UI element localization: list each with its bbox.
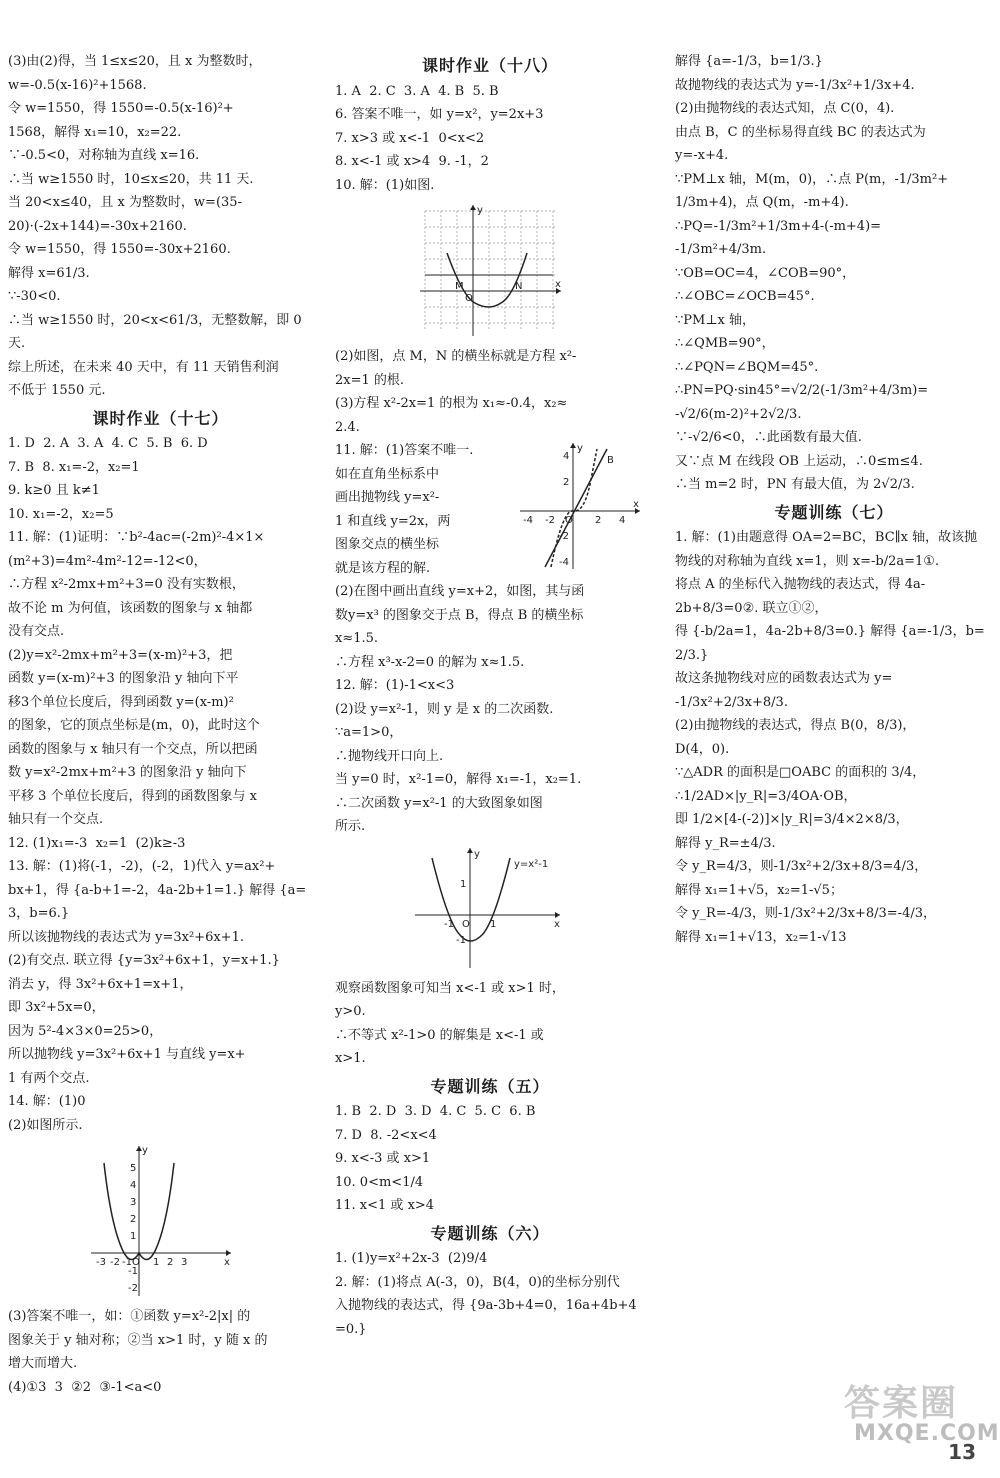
figure-q12-graph <box>410 843 570 973</box>
text-line: 由点 B，C 的坐标易得直线 BC 的表达式为 <box>675 124 926 140</box>
fig14-tick-m3: -3 <box>95 1257 106 1268</box>
text-line: (2)在图中画出直线 y=x+2，如图，其与函 <box>335 584 585 599</box>
fig11-tick-xm4: -4 <box>523 515 533 526</box>
fig10-label-x: x <box>555 279 561 290</box>
text-line: 9. k≥0 且 k≠1 <box>8 483 100 498</box>
text-line: 11. 解：(1)答案不唯一. <box>335 443 474 458</box>
text-line: 入抛物线的表达式，得 {9a-3b+4=0，16a+4b+4=0.} <box>335 1298 637 1337</box>
text-line: 如在直角坐标系中 <box>335 466 440 482</box>
text-line: 2. 解：(1)将点 A(-3，0)，B(4，0)的坐标分别代 <box>335 1274 620 1290</box>
text-line: 将点 A 的坐标代入抛物线的表达式，得 4a- <box>675 577 926 592</box>
fig14-tick-2: 2 <box>129 1214 136 1225</box>
text-line: 20)·(-2x+144)=-30x+2160. <box>8 218 187 234</box>
text-line: 故这条抛物线对应的函数表达式为 y= <box>675 671 893 686</box>
text-line: 解得 x=61/3. <box>8 265 90 281</box>
text-line: ∴PQ=-1/3m²+1/3m+4-(-m+4)= <box>675 218 882 234</box>
fig14-tick-p3: 3 <box>180 1257 187 1268</box>
text-line: -1/3m²+4/3m. <box>675 242 767 257</box>
text-line: ∴∠QMB=90°， <box>675 336 775 351</box>
text-line: 图象交点的横坐标 <box>335 537 440 552</box>
col1-block-c <box>8 1305 313 1399</box>
text-line: 图象关于 y 轴对称；②当 x>1 时，y 随 x 的 <box>8 1332 268 1348</box>
fig11-tick-ym2: -2 <box>559 531 569 542</box>
text-line: 令 y_R=-4/3，则-1/3x²+2/3x+8/3=-4/3， <box>675 906 936 921</box>
column-left <box>8 50 313 1399</box>
text-line: 2b+8/3=0②. 联立①②， <box>675 600 828 616</box>
fig14-tick-p1: 1 <box>152 1257 159 1268</box>
col1-block-a <box>8 50 313 403</box>
text-line: ∵-√2/6<0，∴此函数有最大值. <box>675 430 862 445</box>
fig14-origin: O <box>131 1257 140 1268</box>
fig14-tick-1: 1 <box>129 1231 136 1242</box>
text-line: ∵△ADR 的面积是□OABC 的面积的 3/4， <box>675 765 926 780</box>
text-line: 故抛物线的表达式为 y=-1/3x²+1/3x+4. <box>675 77 915 93</box>
text-line: x≈1.5. <box>335 631 379 646</box>
text-line: 令 y_R=4/3，则-1/3x²+2/3x+8/3=4/3， <box>675 859 928 874</box>
text-line: 令 w=1550，得 1550=-30x+2160. <box>8 242 231 257</box>
text-line: 7. D 8. -2<x<4 <box>335 1127 437 1143</box>
text-line: 数y=x³ 的图象交于点 B，得点 B 的横坐标 <box>335 607 584 623</box>
col2-block-e <box>335 977 645 1071</box>
text-line: 综上所述，在未来 40 天中，有 11 天销售利润 <box>8 359 279 375</box>
fig11-tick-y2: 2 <box>563 477 570 488</box>
text-line: 8. x<-1 或 x>4 9. -1，2 <box>335 154 489 169</box>
text-line: ∴方程 x²-2mx+m²+3=0 没有实数根， <box>8 577 245 592</box>
text-line: 7. x>3 或 x<-1 0<x<2 <box>335 130 485 146</box>
text-line: 故不论 m 为何值，该函数的图象与 x 轴都 <box>8 600 253 616</box>
fig11-tick-x4: 4 <box>619 515 626 526</box>
text-line: (3)由(2)得，当 1≤x≤20，且 x 为整数时， <box>8 54 262 69</box>
heading-topic-5: 专题训练（五） <box>430 1076 550 1096</box>
text-line: 7. B 8. x₁=-2，x₂=1 <box>8 459 140 475</box>
text-line: 1. (1)y=x²+2x-3 (2)9/4 <box>335 1251 488 1266</box>
fig10-label-M: M <box>455 281 464 292</box>
heading-topic-7: 专题训练（七） <box>774 502 894 522</box>
text-line: 1568，解得 x₁=10，x₂=22. <box>8 124 182 140</box>
text-line: 轴只有一个交点. <box>8 812 104 827</box>
text-line: (2)如图，点 M，N 的横坐标就是方程 x²- <box>335 349 577 364</box>
text-line: D(4，0). <box>675 741 730 757</box>
column-middle <box>335 50 645 1341</box>
text-line: 即 3x²+5x=0， <box>8 1000 105 1015</box>
text-line: ∵-30<0. <box>8 289 61 304</box>
fig12-label-y: y <box>474 848 480 860</box>
text-line: (2)y=x²-2mx+m²+3=(x-m)²+3，把 <box>8 647 233 663</box>
col2-block-f <box>335 1100 645 1218</box>
col3-block-a <box>675 50 993 497</box>
text-line: ∴当 w≥1550 时，10≤x≤20，共 11 天. <box>8 171 254 187</box>
fig14-tick-ym1: -1 <box>127 1266 138 1277</box>
text-line: ∴∠PQN=∠BQM=45°. <box>675 359 819 375</box>
text-line: 10. 解：(1)如图. <box>335 177 435 193</box>
text-line: ∴PN=PQ·sin45°=√2/2(-1/3m²+4/3m)= <box>675 383 929 398</box>
text-line: 1 有两个交点. <box>8 1070 90 1086</box>
fig12-tick-y1: 1 <box>460 878 467 890</box>
text-line: 11. x<1 或 x>4 <box>335 1198 435 1213</box>
text-line: 1/3m+4)，点 Q(m，-m+4). <box>675 195 849 210</box>
text-line: bx+1，得 {a-b+1=-2，4a-2b+1=1.} 解得 {a=3，b=6.} <box>8 882 307 921</box>
heading-topic-6: 专题训练（六） <box>430 1223 550 1243</box>
text-line: ∵OB=OC=4，∠COB=90°， <box>675 265 856 281</box>
text-line: 画出抛物线 y=x²- <box>335 490 440 505</box>
heading-lesson-17: 课时作业（十七） <box>92 408 229 428</box>
fig11-tick-x2: 2 <box>595 515 602 526</box>
text-line: 13. 解：(1)将(-1，-2)，(-2，1)代入 y=ax²+ <box>8 859 276 874</box>
text-line: (2)由抛物线的表达式知，点 C(0，4). <box>675 101 895 116</box>
fig14-label-y: y <box>141 1145 148 1156</box>
col3-block-b <box>675 526 993 949</box>
text-line: (m²+3)=4m²-4m²-12=-12<0， <box>8 553 207 569</box>
text-line: 所以该抛物线的表达式为 y=3x²+6x+1. <box>8 929 244 945</box>
text-line: 1. A 2. C 3. A 4. B 5. B <box>335 83 499 99</box>
text-line: 因为 5²-4×3×0=25>0， <box>8 1023 163 1039</box>
fig11-label-B: B <box>607 455 614 466</box>
text-line: 令 w=1550，得 1550=-0.5(x-16)²+ <box>8 101 234 116</box>
text-line: 数 y=x²-2mx+m²+3 的图象沿 y 轴向下 <box>8 765 247 780</box>
col1-block-b <box>8 432 313 1137</box>
text-line: 6. 答案不唯一，如 y=x²，y=2x+3 <box>335 107 544 122</box>
text-line: (3)答案不唯一，如：①函数 y=x²-2|x| 的 <box>8 1309 251 1324</box>
col2-block-d <box>335 580 645 839</box>
text-line: 10. x₁=-2，x₂=5 <box>8 506 114 522</box>
text-line: 9. x<-3 或 x>1 <box>335 1151 431 1166</box>
fig10-label-O: O <box>465 293 473 304</box>
text-line: 解得 x₁=1+√13，x₂=1-√13 <box>675 929 847 945</box>
text-line: 观察函数图象可知当 x<-1 或 x>1 时， <box>335 980 565 996</box>
text-line: 解得 y_R=±4/3. <box>675 835 776 851</box>
text-line: 得 {-b/2a=1，4a-2b+8/3=0.} 解得 {a=-1/3，b=2/3.} <box>675 624 985 663</box>
text-line: (2)设 y=x²-1，则 y 是 x 的二次函数. <box>335 701 554 717</box>
text-line: 物线的对称轴为直线 x=1，则 x=-b/2a=1①. <box>675 553 940 569</box>
text-line: -√2/6(m-2)²+2√2/3. <box>675 406 802 422</box>
text-line: 10. 0<m<1/4 <box>335 1174 424 1190</box>
text-line: 当 y=0 时，x²-1=0，解得 x₁=-1，x₂=1. <box>335 772 582 787</box>
text-line: ∴当 w≥1550 时，20<x<61/3，无整数解，即 0 天. <box>8 312 306 351</box>
fig11-tick-xm2: -2 <box>545 515 555 526</box>
text-line: 14. 解：(1)0 <box>8 1094 86 1109</box>
column-right <box>675 50 993 949</box>
col2-block-a <box>335 80 645 198</box>
text-line: 就是该方程的解. <box>335 560 431 576</box>
text-line: ∴抛物线开口向上. <box>335 748 444 764</box>
text-line: ∵PM⊥x 轴，M(m，0)，∴点 P(m，-1/3m²+ <box>675 171 949 187</box>
fig10-label-y: y <box>477 205 483 216</box>
fig12-origin: O <box>462 918 470 930</box>
text-line: (3)方程 x²-2x=1 的根为 x₁≈-0.4，x₂≈ <box>335 396 568 411</box>
fig12-tick-x1: 1 <box>490 918 497 930</box>
text-line: 消去 y，得 3x²+6x+1=x+1， <box>8 976 193 992</box>
text-line: 即 1/2×[4-(-2)]×|y_R|=3/4×2×8/3， <box>675 812 909 827</box>
text-line: 2x=1 的根. <box>335 372 405 388</box>
text-line: -1/3x²+2/3x+8/3. <box>675 694 788 710</box>
figure-q14-graph <box>86 1141 236 1301</box>
text-line: (2)如图所示. <box>8 1117 83 1133</box>
text-line: 1. D 2. A 3. A 4. C 5. B 6. D <box>8 436 208 451</box>
text-line: 1. 解：(1)由题意得 OA=2=BC，BC∥x 轴，故该抛 <box>675 530 978 545</box>
text-line: 增大而增大. <box>8 1356 78 1371</box>
watermark-text: 答案圈 <box>844 1383 959 1424</box>
text-line: 函数的图象与 x 轴只有一个交点，所以把函 <box>8 741 258 757</box>
text-line: 函数 y=(x-m)²+3 的图象沿 y 轴向下平 <box>8 671 239 686</box>
text-line: 解得 {a=-1/3，b=1/3.} <box>675 54 823 69</box>
text-line: 1 和直线 y=2x，两 <box>335 513 451 529</box>
text-line: (2)由抛物线的表达式，得点 B(0，8/3)， <box>675 718 916 733</box>
fig12-curve-label: y=x²-1 <box>514 858 549 870</box>
text-line: ∴不等式 x²-1>0 的解集是 x<-1 或 <box>335 1027 544 1043</box>
fig14-tick-m1: -1 <box>121 1257 132 1268</box>
text-line: 12. (1)x₁=-3 x₂=1 (2)k≥-3 <box>8 835 186 851</box>
text-line: 没有交点. <box>8 624 65 639</box>
fig14-tick-5: 5 <box>129 1163 136 1174</box>
text-line: 又∵点 M 在线段 OB 上运动，∴0≤m≤4. <box>675 453 923 469</box>
fig11-origin: O <box>565 515 573 526</box>
text-line: ∴当 m=2 时，PN 有最大值，为 2√2/3. <box>675 477 915 492</box>
fig14-tick-m2: -2 <box>109 1257 120 1268</box>
col2-block-g <box>335 1247 645 1341</box>
text-line: 移3个单位长度后，得到函数 y=(x-m)² <box>8 694 234 710</box>
figure-q10-grid-graph <box>415 201 565 341</box>
text-line: ∵-0.5<0，对称轴为直线 x=16. <box>8 148 200 163</box>
text-line: 2.4. <box>335 419 360 435</box>
text-line: ∴∠OBC=∠OCB=45°. <box>675 289 815 304</box>
text-line: ∴方程 x³-x-2=0 的解为 x≈1.5. <box>335 654 525 670</box>
text-line: 平移 3 个单位长度后，得到的函数图象与 x <box>8 788 257 804</box>
text-line: y=-x+4. <box>675 148 729 163</box>
page-number: 13 <box>948 1440 976 1464</box>
fig11-tick-y4: 4 <box>563 451 570 462</box>
text-line: 不低于 1550 元. <box>8 383 106 398</box>
fig11-label-y: y <box>577 443 583 454</box>
text-line: y>0. <box>335 1004 366 1019</box>
figure-q11-graph <box>515 439 645 574</box>
text-line: 当 20<x≤40，且 x 为整数时，w=(35- <box>8 195 242 210</box>
fig14-label-x: x <box>223 1257 230 1268</box>
text-line: 11. 解：(1)证明：∵b²-4ac=(-2m)²-4×1× <box>8 530 265 545</box>
col2-block-b <box>335 345 645 439</box>
fig12-tick-xm1: -1 <box>444 918 454 930</box>
fig12-label-x: x <box>554 918 560 930</box>
fig11-label-x: x <box>633 499 639 510</box>
text-line: ∴二次函数 y=x²-1 的大致图象如图 <box>335 795 543 811</box>
text-line: 的图象，它的顶点坐标是(m，0)，此时这个 <box>8 718 260 733</box>
fig14-tick-3: 3 <box>129 1197 136 1208</box>
fig14-tick-p2: 2 <box>166 1257 173 1268</box>
fig14-tick-4: 4 <box>129 1180 136 1191</box>
text-line: 所以抛物线 y=3x²+6x+1 与直线 y=x+ <box>8 1047 246 1062</box>
heading-lesson-18: 课时作业（十八） <box>421 56 558 75</box>
text-line: x>1. <box>335 1051 366 1066</box>
fig12-tick-ym1: -1 <box>456 934 466 946</box>
fig11-tick-ym4: -4 <box>559 557 569 568</box>
text-line: ∵a=1>0， <box>335 725 403 740</box>
fig10-label-N: N <box>515 281 523 292</box>
text-line: (2)有交点. 联立得 {y=3x²+6x+1，y=x+1.} <box>8 953 280 968</box>
text-line: ∵PM⊥x 轴， <box>675 312 756 328</box>
text-line: 解得 x₁=1+√5，x₂=1-√5； <box>675 882 843 898</box>
watermark-url: MXQE.COM <box>854 1421 1000 1446</box>
text-line: (4)①3 3 ②2 ③-1<a<0 <box>8 1379 162 1395</box>
text-line: 12. 解：(1)-1<x<3 <box>335 678 455 693</box>
text-line: ∴1/2AD×|y_R|=3/4OA·OB， <box>675 788 857 804</box>
fig14-tick-ym2: -2 <box>127 1283 138 1294</box>
text-line: w=-0.5(x-16)²+1568. <box>8 77 147 93</box>
text-line: 所示. <box>335 819 366 834</box>
text-line: 1. B 2. D 3. D 4. C 5. C 6. B <box>335 1104 536 1119</box>
